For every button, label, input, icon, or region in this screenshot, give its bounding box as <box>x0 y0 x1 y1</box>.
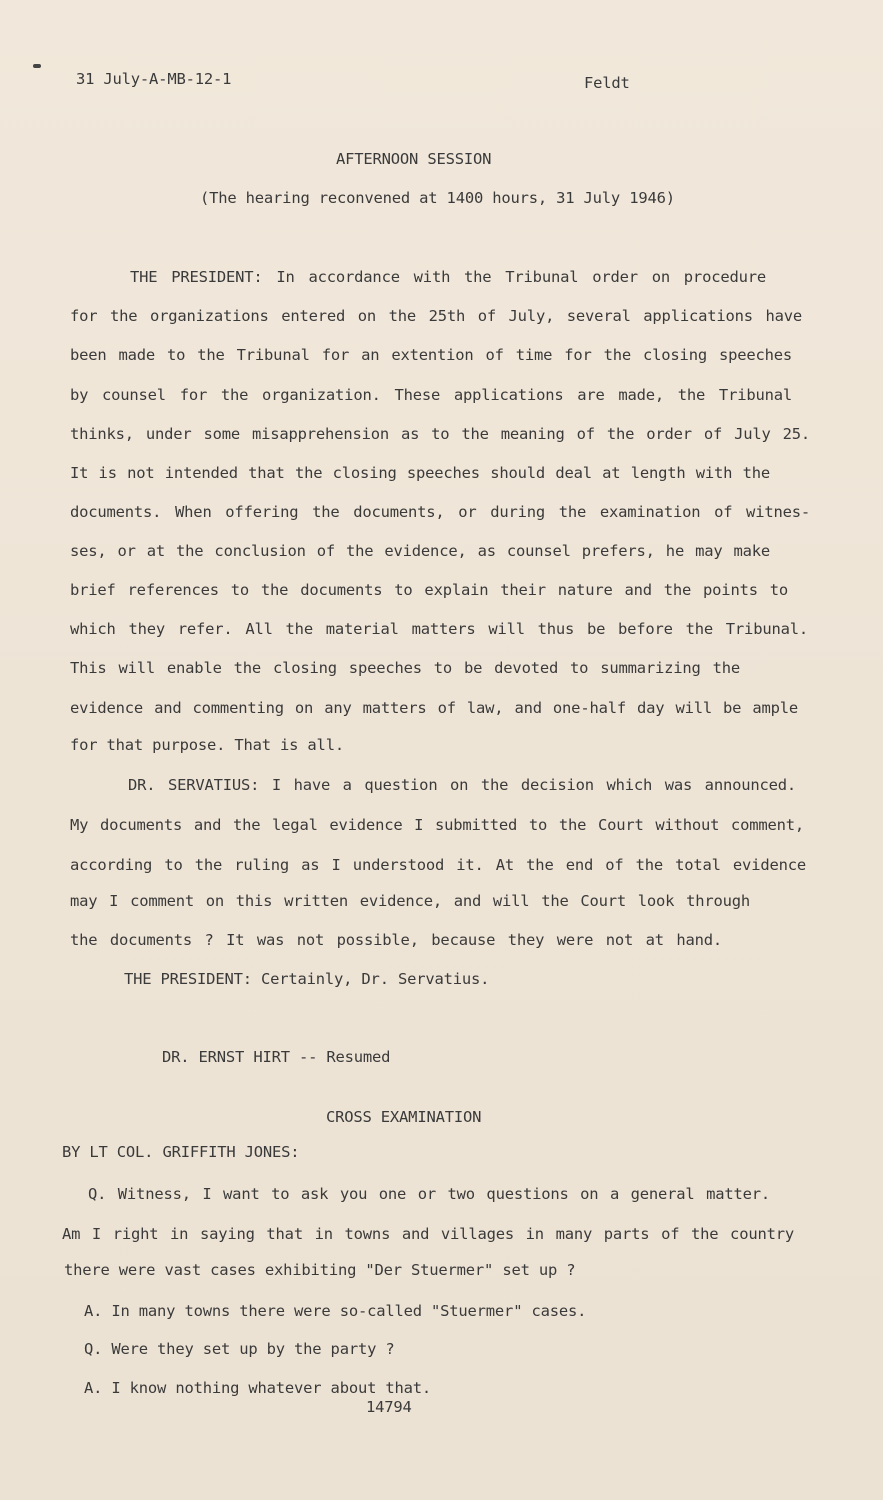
margin-mark <box>33 64 41 68</box>
text-line: for that purpose. That is all. <box>70 736 344 754</box>
president-reply: THE PRESIDENT: Certainly, Dr. Servatius. <box>124 970 490 988</box>
text-line: by counsel for the organization. These applications are made, the Tribunal <box>70 386 792 404</box>
session-subtitle: (The hearing reconvened at 1400 hours, 31 July 1946) <box>200 189 675 207</box>
question-line: Am I right in saying that in towns and villages in many parts of the country <box>62 1225 794 1243</box>
text-line: which they refer. All the material matters will thus be before the Tribunal. <box>70 620 808 638</box>
header-reference: 31 July-A-MB-12-1 <box>76 70 232 88</box>
witness-heading: DR. ERNST HIRT -- Resumed <box>162 1048 391 1066</box>
text-line: My documents and the legal evidence I submitted to the Court without comment, <box>70 816 804 834</box>
text-line: according to the ruling as I understood it. At the end of the total evidence <box>70 856 806 874</box>
text-line: evidence and commenting on any matters of law, and one-half day will be ample <box>70 699 798 717</box>
text-line: THE PRESIDENT: In accordance with the Tribunal order on procedure <box>130 268 766 286</box>
examiner-heading: BY LT COL. GRIFFITH JONES: <box>62 1143 300 1161</box>
text-line: the documents ? It was not possible, because they were not at hand. <box>70 931 722 949</box>
question-line: there were vast cases exhibiting "Der Stuermer" set up ? <box>64 1261 576 1279</box>
text-line: DR. SERVATIUS: I have a question on the decision which was announced. <box>128 776 796 794</box>
text-line: may I comment on this written evidence, and will the Court look through <box>70 892 750 910</box>
text-line: This will enable the closing speeches to be devoted to summarizing the <box>70 659 740 677</box>
question-line: Q. Witness, I want to ask you one or two questions on a general matter. <box>88 1185 770 1203</box>
text-line: brief references to the documents to explain their nature and the points to <box>70 581 788 599</box>
text-line: It is not intended that the closing speeches should deal at length with the <box>70 464 770 482</box>
page-number: 14794 <box>366 1398 412 1416</box>
text-line: thinks, under some misapprehension as to the meaning of the order of July 25. <box>70 425 810 443</box>
text-line: for the organizations entered on the 25th of July, several applications have <box>70 307 802 325</box>
text-line: been made to the Tribunal for an extention of time for the closing speeches <box>70 346 792 364</box>
header-reporter: Feldt <box>584 74 630 92</box>
section-heading: CROSS EXAMINATION <box>326 1108 482 1126</box>
text-line: ses, or at the conclusion of the evidence, as counsel prefers, he may make <box>70 542 770 560</box>
answer-line: A. In many towns there were so-called "Stuermer" cases. <box>84 1302 587 1320</box>
text-line: documents. When offering the documents, or during the examination of witnes- <box>70 503 810 521</box>
session-title: AFTERNOON SESSION <box>336 150 492 168</box>
question-line: Q. Were they set up by the party ? <box>84 1340 395 1358</box>
answer-line: A. I know nothing whatever about that. <box>84 1379 432 1397</box>
